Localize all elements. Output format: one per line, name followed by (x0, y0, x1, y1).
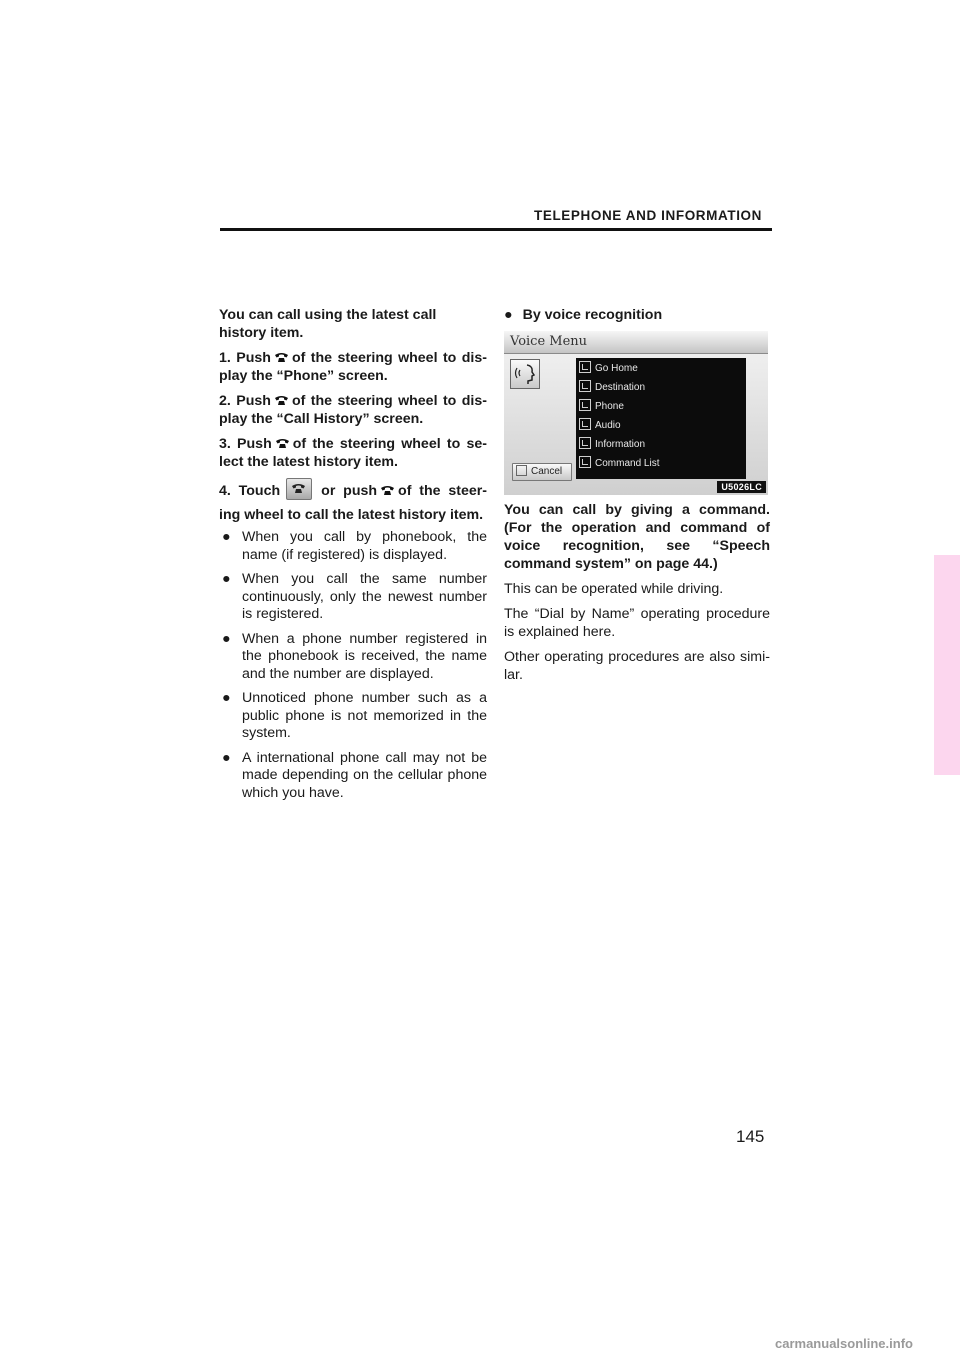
voice-menu-item (579, 417, 739, 434)
step-3-post: of the steering wheel to se-lect the latest history item. (219, 436, 487, 470)
voice-menu-item-label: Audio (595, 420, 621, 431)
body-para: The “Dial by Name” operating procedure is explained here. (504, 606, 770, 640)
voice-menu-titlebar (504, 331, 768, 354)
note-bullet (219, 690, 487, 743)
checkbox-icon (579, 437, 591, 449)
intro-text: You can call using the latest call history item. (219, 307, 437, 341)
bullet-marker: ● (222, 571, 231, 587)
voice-talk-icon (510, 359, 540, 389)
note-text: When a phone number registered in the phonebook is received, the name and the number are displayed. (242, 630, 487, 682)
bullet-marker: ● (504, 307, 513, 323)
voice-menu-screenshot (504, 331, 768, 495)
step-4-mid: or push (321, 483, 378, 499)
bullet-marker: ● (222, 529, 231, 545)
bullet-marker: ● (222, 630, 231, 647)
bullet-marker: ● (222, 690, 231, 706)
voice-menu-item-label: Go Home (595, 363, 638, 374)
voice-menu-item-label: Information (595, 439, 646, 450)
step-4 (219, 478, 487, 527)
note-bullet (219, 750, 487, 803)
cancel-label: Cancel (531, 466, 563, 477)
voice-menu-item (579, 455, 739, 472)
voice-menu-item (579, 436, 739, 453)
voice-menu-item (579, 379, 739, 396)
phone-icon (274, 395, 289, 406)
left-column (219, 306, 487, 809)
voice-menu-item-label: Destination (595, 382, 646, 393)
phone-icon (380, 485, 395, 496)
checkbox-icon (579, 380, 591, 392)
call-button-icon (286, 478, 312, 500)
voice-command-para: You can call by giving a command. (For the operation and command of voice recognition, see “Speech command system” on page 44.) (504, 502, 770, 572)
voice-menu-title: Voice Menu (510, 334, 588, 349)
note-text: When you call by phonebook, the name (if registered) is displayed. (242, 529, 487, 563)
voice-menu-item (579, 398, 739, 415)
note-text: Unnoticed phone number such as a public phone is not memorized in the system. (242, 690, 487, 741)
step-2-pre: 2. Push (219, 393, 271, 409)
checkbox-icon (579, 361, 591, 373)
header-title: TELEPHONE AND INFORMATION (534, 208, 762, 223)
section-side-tab (934, 555, 960, 775)
step-1 (219, 349, 487, 385)
heading-text: By voice recognition (522, 307, 663, 323)
voice-menu-item-label: Command List (595, 458, 660, 469)
note-bullet (219, 529, 487, 564)
note-text: When you call the same number continuously, only the newest number is registered. (242, 571, 487, 622)
note-bullet (219, 571, 487, 624)
voice-menu-cancel-button (512, 463, 572, 481)
step-4-pre: 4. Touch (219, 483, 281, 499)
checkbox-icon (579, 418, 591, 430)
step-1-pre: 1. Push (219, 350, 271, 366)
phone-icon (274, 352, 289, 363)
bullet-marker: ● (222, 749, 231, 766)
phone-icon (275, 438, 290, 449)
image-code: U5026LC (717, 481, 766, 493)
header-rule (220, 228, 772, 231)
checkbox-icon (579, 399, 591, 411)
voice-menu-list (576, 358, 746, 479)
step-3 (219, 435, 487, 471)
voice-menu-item (579, 360, 739, 377)
checkbox-icon (579, 456, 591, 468)
voice-menu-item-label: Phone (595, 401, 624, 412)
body-para: This can be operated while driving. (504, 581, 724, 597)
watermark: carmanualsonline.info (775, 1336, 913, 1351)
page-number: 145 (736, 1127, 765, 1146)
step-1-post: of the steering wheel to dis-play the “Phone” screen. (219, 350, 487, 384)
step-2-post: of the steering wheel to dis-play the “Call History” screen. (219, 393, 487, 427)
note-bullet (219, 631, 487, 684)
right-column (504, 306, 770, 691)
checkbox-icon (516, 465, 527, 476)
step-2 (219, 392, 487, 428)
step-4-post: of the steer-ing wheel to call the latest history item. (219, 483, 487, 523)
note-text: A international phone call may not be made depending on the cellular phone which you have. (242, 749, 487, 801)
speaking-head-icon (511, 360, 539, 388)
body-para: Other operating procedures are also simi-lar. (504, 649, 770, 683)
step-3-pre: 3. Push (219, 436, 272, 452)
section-heading (504, 306, 770, 324)
